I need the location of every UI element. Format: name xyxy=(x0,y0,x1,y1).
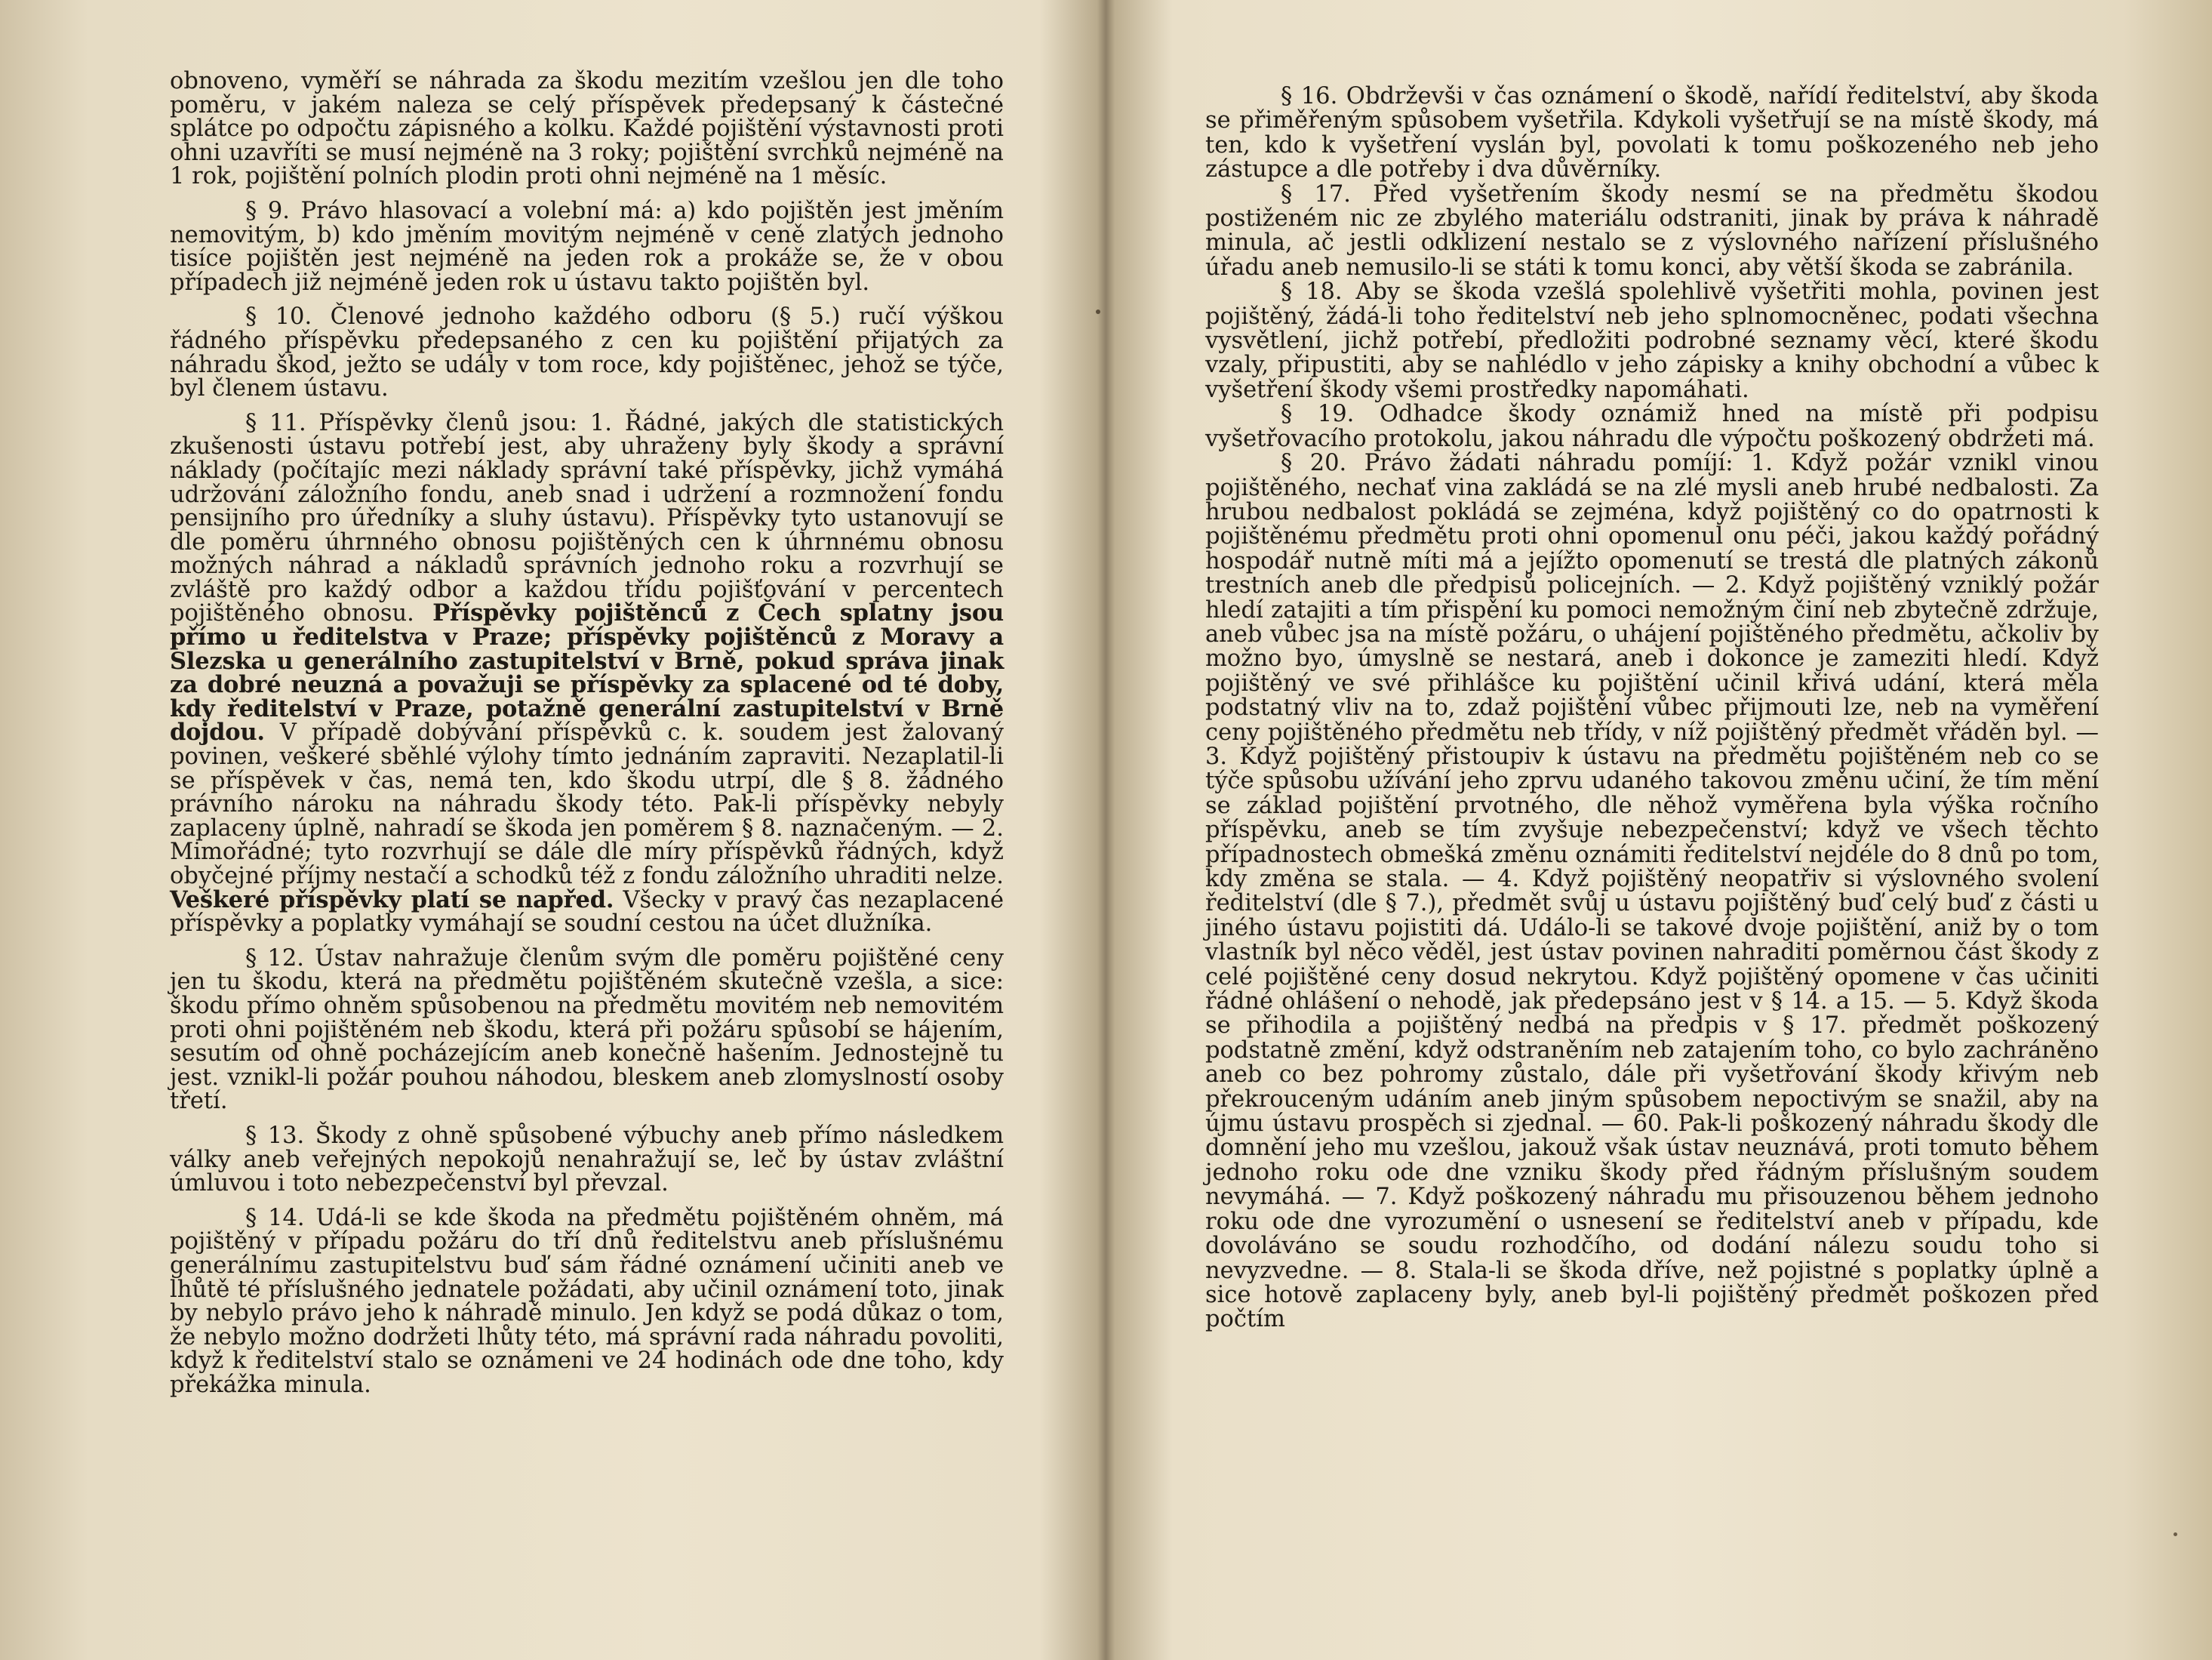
paragraph-section-17: § 17. Před vyšetřením škody nesmí se na předmětu škodou postiženém nic ze zbylého materiálu odstraniti, jinak by práva k náhradě minula, ač jestli odklizení nestalo se z výslovného nařízení příslušného úřadu aneb nemusilo-li se státi k tomu konci, aby větší škoda se zabránila. xyxy=(1205,180,2099,281)
paragraph-section-10: § 10. Členové jednoho každého odboru (§ 5.) ručí výškou řádného příspěvku předepsaného z cen ku pojištění přijatých za náhradu škod, ježto se udály v tom roce, kdy pojištěnec, jehož se týče, byl členem ústavu. xyxy=(170,303,1004,402)
paragraph-insurance-duration: obnoveno, vyměří se náhrada za škodu mezitím vzešlou jen dle toho poměru, v jakém naleza se celý příspěvek předepsaný k částečné splátce po odpočtu zápisného a kolku. Každé pojištění výstavnosti proti ohni uzavříti se musí nejméně na 3 roky; pojištění svrchků nejméně na 1 rok, pojištění polních plodin proti ohni nejméně na 1 měsíc. xyxy=(170,68,1004,190)
margin-mark xyxy=(2174,1532,2177,1536)
paragraph-section-11 xyxy=(170,411,1004,936)
paragraph-section-14: § 14. Udá-li se kde škoda na předmětu pojištěném ohněm, má pojištěný v případu požáru do tří dnů ředitelstvu aneb příslušnému generálnímu zastupitelstvu buď sám řádné oznámení učiniti aneb ve lhůtě té příslušného jednatele požádati, aby učinil oznámení toto, jinak by nebylo právo jeho k náhradě minulo. Jen když se podá důkaz o tom, že nebylo možno dodržeti lhůty této, má správní rada náhradu povoliti, když k ředitelství stalo se oznámeni ve 24 hodinách ode dne toho, kdy překážka minula. xyxy=(170,1204,1004,1398)
paragraph-section-19: § 19. Odhadce škody oznámiž hned na místě při podpisu vyšetřovacího protokolu, jakou náhradu dle výpočtu poškozený obdržeti má. xyxy=(1205,401,2099,452)
paragraph-section-18: § 18. Aby se škoda vzešlá spolehlivě vyšetřiti mohla, povinen jest pojištěný, žádá-li toho ředitelství neb jeho splnomocněnec, podati všechna vysvětlení, jichž potřebí, předložiti podrobné seznamy věcí, které škodu vzaly, připustiti, aby se nahlédlo v jeho zápisky a knihy obchodní a vůbec k vyšetření škody všemi prostředky napomáhati. xyxy=(1205,279,2099,403)
section-11-payment-place: Příspěvky pojištěnců z Čech splatny jsou přímo u ředitelstva v Praze; příspěvky pojištěnců z Moravy a Slezska u generálního zastupitelství v Brně, pokud správa jinak za dobré neuzná a považuji se příspěvky za splacené od té doby, kdy ředitelství v Praze, potažně generální zastupitelství v Brně dojdou. xyxy=(170,599,1004,747)
paragraph-section-20: § 20. Právo žádati náhradu pomíjí: 1. Když požár vznikl vinou pojištěného, nechať vina zakládá se na zlé mysli aneb hrubé nedbalosti. Za hrubou nedbalost pokládá se zejména, když pojištěný co do opatrnosti k pojištěnému předmětu proti ohni opomenul onu péči, jakou každý pořádný hospodář nutně míti má a jejížto opomenutí se trestá dle platných zákonů trestních aneb dle předpisů policejních. — 2. Když pojištěný vzniklý požár hledí zatajiti a tím přispění ku pomoci nemožným činí neb zbytečně zdržuje, aneb vůbec jsa na místě požáru, o uhájení pojištěného předmětu, ačkoliv by možno byo, úmyslně se nestará, aneb i dokonce je zameziti hledí. Když pojištěný ve své přihlášce ku pojištění učinil křivá udání, která měla podstatný vliv na to, zdaž pojištění vůbec přijmouti lze, neb na vyměření ceny pojištěného předmětu neb třídy, v níž pojištěný předmět vřáděn byl. — 3. Když pojištěný přistoupiv k ústavu na předmětu pojištěném neb co se týče spůsobu užívání jeho zprvu udaného takovou změnu učiní, že tím mění se základ pojištění prvotného, dle něhož vyměřena byla výška ročního příspěvku, aneb se tím zvyšuje nebezpečenství; když ve všech těchto případnostech obmešká změnu oznámiti ředitelství nejdéle do 8 dnů po tom, kdy změna se stala. — 4. Když pojištěný neopatřiv si výslovného svolení ředitelství (dle § 7.), předmět svůj u ústavu pojištěný buď celý buď z části u jiného ústavu pojistiti dá. Událo-li se takové dvoje pojištění, aniž by o tom vlastník byl něco věděl, jest ústav povinen nahraditi poměrnou část škody z celé pojištěné ceny dosud nekrytou. Když pojištěný opomene v čas učiniti řádné ohlášení o nehodě, jak předepsáno jest v § 14. a 15. — 5. Když škoda se přihodila a pojištěný nedbá na předpis v § 17. předmět poškozený podstatně změní, když odstraněním neb zatajením toho, co bylo zachráněno aneb co bez pohromy zůstalo, dále při vyšetřování škody křivým neb překrouceným udáním aneb jiným spůsobem nepoctivým se snažil, aby na újmu ústavu prospěch si zjednal. — 60. Pak-li poškozený náhradu škody dle domnění jeho mu vzešlou, jakouž však ústav neuznává, proti tomuto během jednoho roku ode dne vzniku škody před řádným příslušným soudem nevymáhá. — 7. Když poškozený náhradu mu přisouzenou během jednoho roku ode dne vyrozumění o usnesení se ředitelství aneb v případu, kde dovoláváno se soudu rozhodčího, od dodání nálezu soudu toho si nevyzvedne. — 8. Stala-li se škoda dříve, než pojistné s poplatky úplně a sice hotově zaplaceny byly, aneb byl-li pojištěný předmět poškozen před počtím xyxy=(1205,450,2099,1333)
paragraph-section-13: § 13. Škody z ohně spůsobené výbuchy aneb přímo následkem války aneb veřejných nepokojů nenahražují se, leč by ústav zvláštní úmluvou i toto nebezpečenství byl převzal. xyxy=(170,1122,1004,1197)
section-11-regular-contributions: § 11. Příspěvky členů jsou: 1. Řádné, jakých dle statistických zkušenosti ústavu potřebí jest, aby uhraženy byly škody a správní náklady (počítajíc mezi náklady správní také příspěvky, jichž vymáhá udržování záložního fondu, aneb snad i udržení a rozmnožení fondu pensijního pro úředníky a sluhy ústavu). Příspěvky tyto ustanovují se dle poměru úhrnného obnosu pojištěných cen k úhrnnému obnosu možných náhrad a nákladů správních jednoho roku a rozvrhují se zvláště pro každý odbor a každou třídu pojišťování v percentech pojištěného obnosu. xyxy=(170,409,1004,627)
paragraph-section-16: § 16. Obdrževši v čas oznámení o škodě, nařídí ředitelství, aby škoda se přiměřeným spůsobem vyšetřila. Kdykoli vyšetřují se na místě škody, má ten, kdo k vyšetření vyslán byl, povolati k tomu poškozeného neb jeho zástupce a dle potřeby i dva důvěrníky. xyxy=(1205,83,2099,183)
paragraph-section-12: § 12. Ústav nahražuje členům svým dle poměru pojištěné ceny jen tu škodu, která na předmětu pojištěném skutečně vzešla, a sice: škodu přímo ohněm spůsobenou na předmětu movitém neb nemovitém proti ohni pojištěném neb škodu, která při požáru spůsobí se hájením, sesutím od ohně pocházejícím aneb konečně hašením. Jednostejně tu jest. vznikl-li požár pouhou náhodou, bleskem aneb zlomyslností osoby třetí. xyxy=(170,944,1004,1115)
section-11-advance-payment: Veškeré příspěvky platí se napřed. xyxy=(170,885,614,913)
right-page xyxy=(1109,0,2212,1660)
section-11-enforcement: Všecky v pravý čas nezaplacené příspěvky a poplatky vymáhají se soudní cestou na účet dlužníka. xyxy=(170,886,1004,938)
section-11-collection: V případě dobývání příspěvků c. k. soudem jest žalovaný povinen, veškeré sběhlé výlohy tímto jednáním zapraviti. Nezaplatil-li se příspěvek v čas, nemá ten, kdo škodu utrpí, dle § 8. žádného právního nároku na náhradu škody této. Pak-li příspěvky nebyly zaplaceny úplně, nahradí se škoda jen poměrem § 8. naznačeným. — 2. Mimořádné; tyto rozvrhují se dále dle míry příspěvků řádných, když obyčejné příjmy nestačí a schodků též z fondu záložního uhraditi nelze. xyxy=(170,719,1004,889)
binding-dot xyxy=(1096,310,1100,314)
left-page xyxy=(0,0,1102,1660)
paragraph-section-9: § 9. Právo hlasovací a volební má: a) kdo pojištěn jest jměním nemovitým, b) kdo jměním movitým nejméně v ceně zlatých jednoho tisíce pojištěn jest nejméně na jeden rok a prokáže se, že v obou případech již nejméně jeden rok u ústavu takto pojištěn byl. xyxy=(170,197,1004,296)
